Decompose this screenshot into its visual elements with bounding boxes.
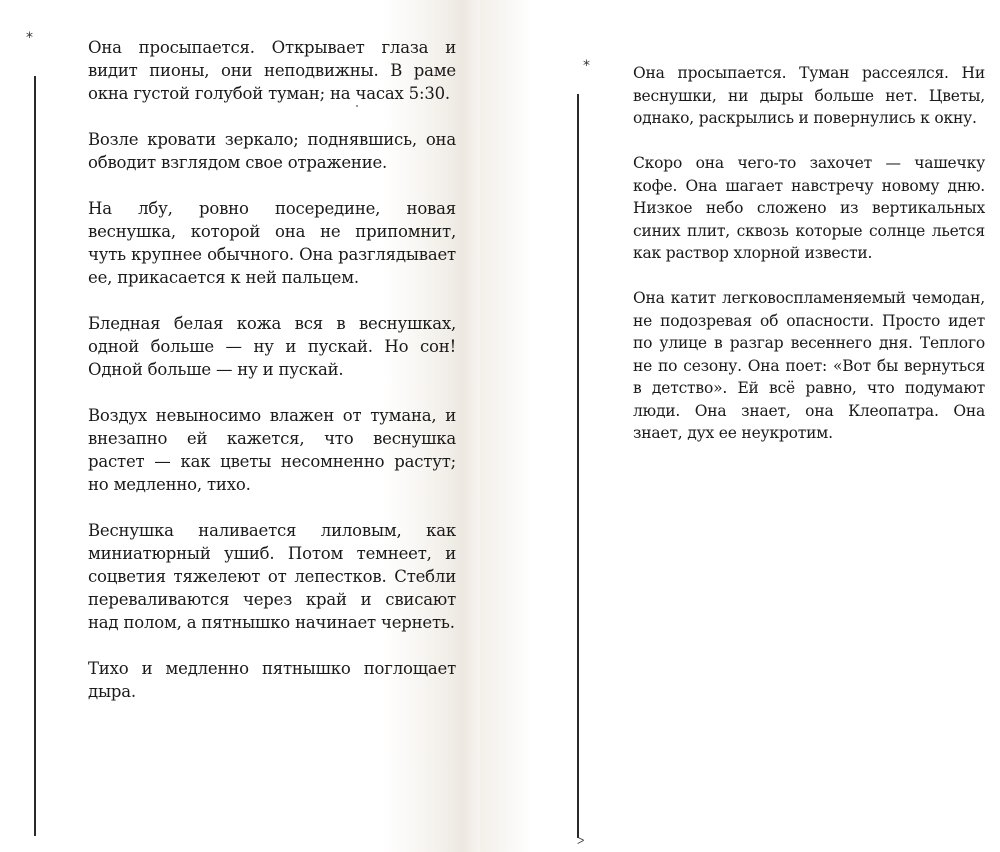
- left-paragraph-2: Возле кровати зеркало; поднявшись, она обводит взглядом свое отражение.: [88, 130, 456, 172]
- left-paragraph-7: Тихо и медленно пятнышко поглощает дыра.: [88, 659, 456, 701]
- left-section-marker: *: [26, 30, 33, 46]
- left-margin-rule: [34, 76, 36, 836]
- left-paragraph-1: Она просыпается. Открывает глаза и видит пионы, они неподвижны. В раме окна густой голубой туман; на часах 5:30.: [88, 38, 456, 103]
- left-paragraph-4: Бледная белая кожа вся в веснушках, одной больше — ну и пускай. Но сон! Одной больше — ну и пускай.: [88, 314, 456, 379]
- right-page-text: [633, 62, 985, 467]
- right-paragraph-3: Она катит легковоспламеняемый чемодан, не подозревая об опасности. Просто идет по улице в разгар весеннего дня. Теплого не по сезону. Она поет: «Вот бы вернуться в детство». Ей всё равно, что подумают люди. Она знает, она Клеопатра. Она знает, дух ее неукротим.: [633, 289, 985, 442]
- right-paragraph-2: Скоро она чего-то захочет — чашечку кофе. Она шагает навстречу новому дню. Низкое небо сложено из вертикальных синих плит, сквозь которые солнце льется как раствор хлорной извести.: [633, 154, 985, 262]
- right-section-marker: *: [583, 58, 590, 74]
- right-paragraph-1: Она просыпается. Туман рассеялся. Ни веснушки, ни дыры больше нет. Цветы, однако, раскрылись и повернулись к окну.: [633, 64, 985, 127]
- left-page-text: [88, 36, 456, 726]
- right-margin-rule: [577, 94, 579, 838]
- left-paragraph-3: На лбу, ровно посередине, новая веснушка, которой она не припомнит, чуть крупнее обычного. Она разглядывает ее, прикасается к ней пальцем.: [88, 199, 456, 287]
- corner-mark: ᐳ: [577, 836, 585, 847]
- left-paragraph-6: Веснушка наливается лиловым, как миниатюрный ушиб. Потом темнеет, и соцветия тяжелеют от лепестков. Стебли переваливаются через край и свисают над полом, а пятнышко начинает чернеть.: [88, 521, 456, 632]
- left-paragraph-5: Воздух невыносимо влажен от тумана, и внезапно ей кажется, что веснушка растет — как цветы несомненно растут; но медленно, тихо.: [88, 406, 456, 494]
